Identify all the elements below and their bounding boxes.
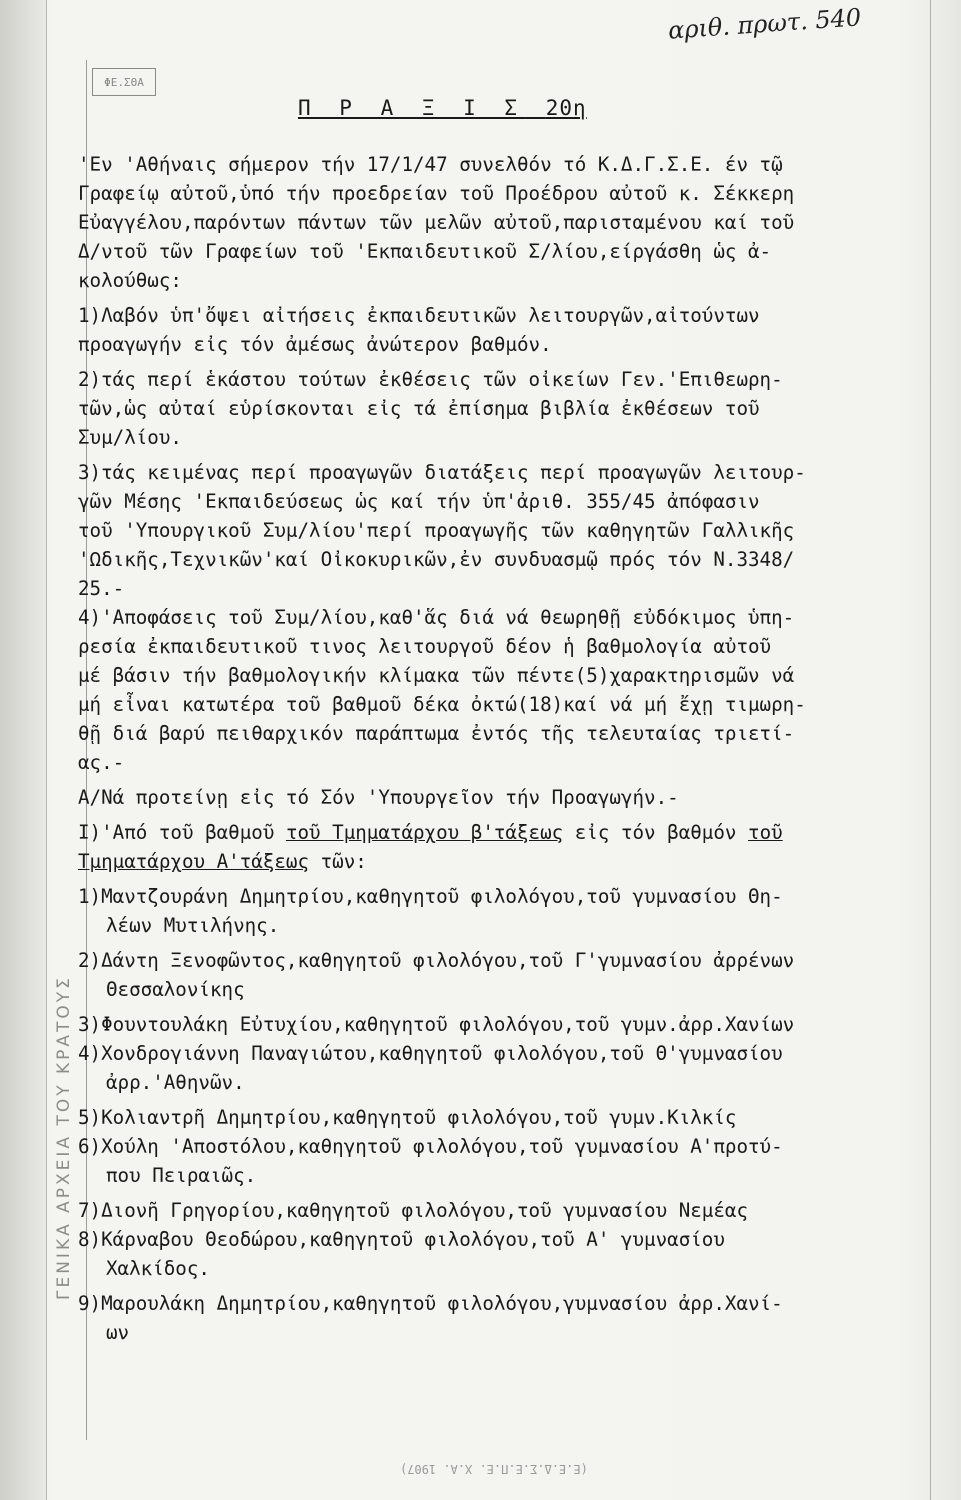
text-line: 1)Λαβόν ὑπ'ὄψει αἰτήσεις ἐκπαιδευτικῶν λειτουργῶν,αἰτούντων — [78, 304, 760, 327]
list-item: 2)Δάντη Ξενοφῶντος,καθηγητοῦ φιλολόγου,τοῦ Γ'γυμνασίου ἀρρένων — [78, 949, 795, 972]
text-line: Γραφείῳ αὐτοῦ,ὑπό τήν προεδρείαν τοῦ Προέδρου αὐτοῦ κ. Σέκκερη — [78, 182, 795, 205]
text-line: προαγωγήν εἰς τόν ἀμέσως ἀνώτερον βαθμόν. — [78, 333, 552, 356]
list-item-cont: που Πειραιῶς. — [106, 1164, 257, 1187]
list-item: 1)Μαντζουράνη Δημητρίου,καθηγητοῦ φιλολόγου,τοῦ γυμνασίου Θη- — [78, 885, 783, 908]
text-line: 'Εν 'Αθήναις σήμερον τήν 17/1/47 συνελθόν τό Κ.Δ.Γ.Σ.Ε. έν τῷ — [78, 153, 783, 176]
text-line: 'Ωδικῆς,Τεχνικῶν'καί Οἰκοκυρικῶν,ἐν συνδυασμῷ πρός τόν Ν.3348/ — [78, 548, 795, 571]
page-edge-line — [930, 0, 931, 1500]
text-line: θῇ διά βαρύ πειθαρχικόν παράπτωμα ἐντός τῆς τελευταίας τριετί- — [78, 722, 795, 745]
list-item-cont: ων — [106, 1321, 130, 1344]
list-item: 7)Διονῆ Γρηγορίου,καθηγητοῦ φιλολόγου,τοῦ γυμνασίου Νεμέας — [78, 1199, 749, 1222]
list-item: 3)Φουντουλάκη Εὐτυχίου,καθηγητοῦ φιλολόγου,τοῦ γυμν.ἀρρ.Χανίων — [78, 1013, 795, 1036]
handwritten-note: αριθ. πρωτ. 540 — [667, 3, 862, 45]
list-item: 6)Χούλη 'Αποστόλου,καθηγητοῦ φιλολόγου,τοῦ γυμνασίου Α'προτύ- — [78, 1135, 783, 1158]
print-footer: (Ε.Ε.Δ.Σ.Ε.Π.Ε. Χ.Α. 1907) — [400, 1462, 588, 1476]
text-line: 25.- — [78, 577, 125, 600]
text-line: Α/Νά προτείνῃ εἰς τό Σόν 'Υπουργεῖον τήν Προαγωγήν.- — [78, 786, 679, 809]
list-item-cont: Χαλκίδος. — [106, 1257, 210, 1280]
list-item: 8)Κάρναβου Θεοδώρου,καθηγητοῦ φιλολόγου,τοῦ Α' γυμνασίου — [78, 1228, 725, 1251]
text-line: Δ/ντοῦ τῶν Γραφείων τοῦ 'Εκπαιδευτικοῦ Σ/λίου,είργάσθη ὡς ἀ- — [78, 240, 772, 263]
page-title — [298, 96, 587, 120]
list-item: 4)Χονδρογιάννη Παναγιώτου,καθηγητοῦ φιλολόγου,τοῦ Θ'γυμνασίου — [78, 1042, 783, 1065]
text-line: μέ βάσιν τήν βαθμολογικήν κλίμακα τῶν πέντε(5)χαρακτηρισμῶν νά — [78, 664, 795, 687]
text-line: γῶν Μέσης 'Εκπαιδεύσεως ὡς καί τήν ὑπ'ἀριθ. 355/45 ἀπόφασιν — [78, 490, 760, 513]
text-line: Τμηματάρχου Α'τάξεως τῶν: — [78, 850, 367, 873]
list-item-cont: ἀρρ.'Αθηνῶν. — [106, 1071, 245, 1094]
text-line: τοῦ 'Υπουργικοῦ Συμ/λίου'περί προαγωγῆς τῶν καθηγητῶν Γαλλικῆς — [78, 519, 795, 542]
text-line: Συμ/λίου. — [78, 426, 182, 449]
text-line: τῶν,ὡς αὐταί εὑρίσκονται εἰς τά ἐπίσημα βιβλία ἐκθέσεων τοῦ — [78, 397, 760, 420]
side-margin-text: ΓΕΝΙΚΑ ΑΡΧΕΙΑ ΤΟΥ ΚΡΑΤΟΥΣ — [54, 975, 74, 1300]
text-line: κολούθως: — [78, 269, 182, 292]
list-item-cont: λέων Μυτιλήνης. — [106, 914, 280, 937]
text-line: ρεσία ἐκπαιδευτικοῦ τινος λειτουργοῦ δέον ἡ βαθμολογία αὐτοῦ — [78, 635, 772, 658]
binding-edge — [0, 0, 47, 1500]
text-line: ας.- — [78, 751, 125, 774]
text-line: Ι)'Από τοῦ βαθμοῦ τοῦ Τμηματάρχου β'τάξεως εἰς τόν βαθμόν τοῦ — [78, 821, 783, 844]
title-word: Π Ρ Α Ξ Ι Σ — [298, 96, 526, 120]
stamp-box: ΦΕ.ΣΘΑ — [92, 68, 156, 96]
text-line: Εὐαγγέλου,παρόντων πάντων τῶν μελῶν αὐτοῦ,παρισταμένου καί τοῦ — [78, 211, 795, 234]
text-line: 2)τάς περί ἑκάστου τούτων ἐκθέσεις τῶν οἰκείων Γεν.'Επιθεωρη- — [78, 368, 783, 391]
list-item-cont: Θεσσαλονίκης — [106, 978, 245, 1001]
list-item: 5)Κολιαντρῆ Δημητρίου,καθηγητοῦ φιλολόγου,τοῦ γυμν.Κιλκίς — [78, 1106, 737, 1129]
text-line: μή εἶναι κατωτέρα τοῦ βαθμοῦ δέκα ὀκτώ(18)καί νά μή ἔχῃ τιμωρη- — [78, 693, 806, 716]
text-line: 4)'Αποφάσεις τοῦ Συμ/λίου,καθ'ἅς διά νά θεωρηθῇ εὐδόκιμος ὑπη- — [78, 606, 795, 629]
list-item: 9)Μαρουλάκη Δημητρίου,καθηγητοῦ φιλολόγου,γυμνασίου ἀρρ.Χανί- — [78, 1292, 783, 1315]
document-body — [78, 150, 926, 1347]
title-number: 20η — [545, 96, 587, 120]
text-line: 3)τάς κειμένας περί προαγωγῶν διατάξεις περί προαγωγῶν λειτουρ- — [78, 461, 806, 484]
